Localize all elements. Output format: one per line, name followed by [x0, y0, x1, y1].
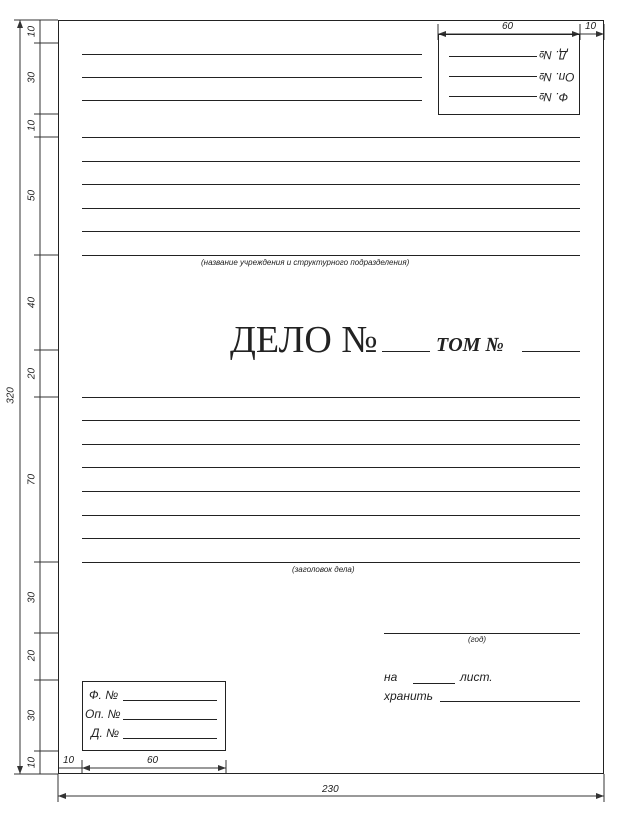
heading-line-7 [82, 538, 580, 539]
top-box-label-3: Ф. № [539, 90, 569, 104]
dim-bottom-left-margin: 10 [63, 755, 75, 766]
dim-v-50: 50 [26, 189, 38, 202]
heading-line-1 [82, 397, 580, 398]
heading-line-2 [82, 420, 580, 421]
dim-v-70: 70 [26, 473, 38, 486]
heading-caption: (заголовок дела) [292, 565, 355, 574]
dim-v-30-top: 30 [26, 71, 38, 84]
top-box-label-1: Д. № [539, 48, 568, 62]
institution-caption: (название учреждения и структурного подразделения) [201, 258, 410, 267]
tom-label: ТОМ № [436, 334, 504, 356]
top-box-line-2 [449, 76, 537, 77]
dim-v-10-bottom: 10 [26, 756, 38, 769]
top-box-line-3 [449, 96, 537, 97]
delo-number-line [382, 351, 430, 352]
bottom-box-label-1: Ф. № [89, 688, 119, 702]
dim-v-10-mid: 10 [26, 119, 38, 132]
heading-line-6 [82, 515, 580, 516]
sheets-prefix: на [384, 670, 398, 684]
dim-v-30-bottom1: 30 [26, 591, 38, 604]
institution-line-2 [82, 161, 580, 162]
top-box-line-1 [449, 56, 537, 57]
top-line-2 [82, 77, 422, 78]
bottom-box-line-2 [123, 719, 217, 720]
bottom-box-line-3 [123, 738, 217, 739]
dim-v-20-mid: 20 [26, 367, 38, 380]
bottom-box-label-3: Д. № [91, 726, 120, 740]
dim-v-30-bottom2: 30 [26, 709, 38, 722]
delo-title: ДЕЛО № [230, 319, 378, 361]
dim-top-right-margin: 10 [585, 21, 597, 32]
heading-line-5 [82, 491, 580, 492]
keep-label: хранить [384, 689, 433, 703]
dim-top-box-width: 60 [502, 21, 514, 32]
top-box-label-2: Оп. № [539, 70, 575, 84]
keep-line [440, 701, 580, 702]
institution-line-5 [82, 231, 580, 232]
institution-line-3 [82, 184, 580, 185]
heading-line-4 [82, 467, 580, 468]
heading-line-3 [82, 444, 580, 445]
bottom-box-line-1 [123, 700, 217, 701]
dim-v-10-top: 10 [26, 25, 38, 38]
dim-bottom-box-width: 60 [147, 755, 159, 766]
top-line-3 [82, 100, 422, 101]
dim-total-height: 320 [5, 387, 17, 404]
dim-total-width: 230 [322, 784, 339, 795]
tom-number-line [522, 351, 580, 352]
dim-v-40: 40 [26, 296, 38, 309]
year-line [384, 633, 580, 634]
sheets-suffix: лист. [460, 670, 493, 684]
dim-v-20-bottom: 20 [26, 649, 38, 662]
bottom-box-label-2: Оп. № [85, 707, 121, 721]
institution-line-1 [82, 137, 580, 138]
sheets-count-line [413, 683, 455, 684]
institution-line-6 [82, 255, 580, 256]
top-archive-box [438, 34, 580, 115]
bottom-archive-box [82, 681, 226, 751]
year-caption: (год) [468, 635, 487, 644]
heading-line-8 [82, 562, 580, 563]
institution-line-4 [82, 208, 580, 209]
top-line-1 [82, 54, 422, 55]
